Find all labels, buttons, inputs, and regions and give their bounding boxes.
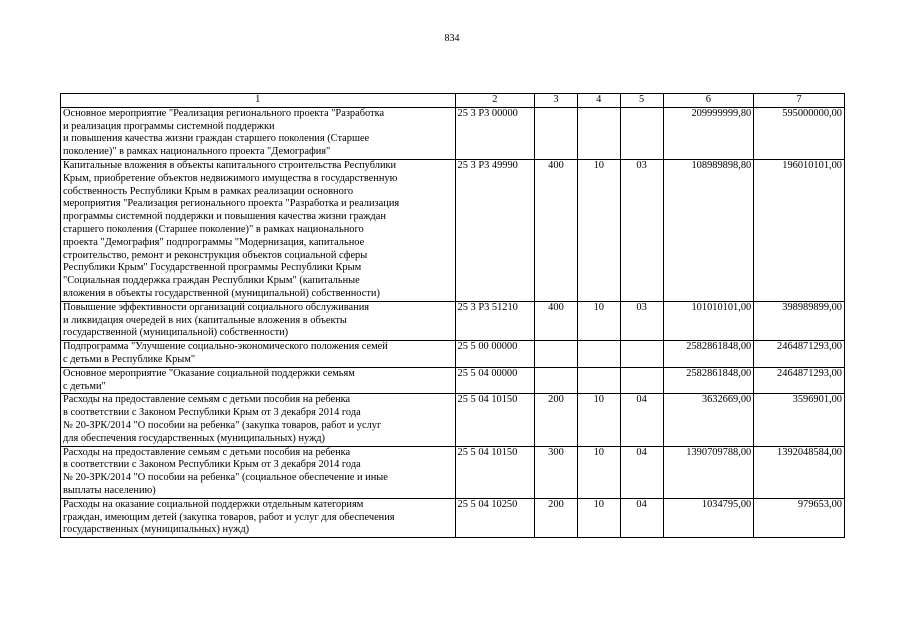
row-name-cell bbox=[61, 446, 456, 498]
row-name-cell bbox=[61, 367, 456, 394]
table-row bbox=[61, 446, 845, 498]
row-amount-col6-cell: 1390709788,00 bbox=[663, 446, 754, 498]
row-code-cell: 25 5 00 00000 bbox=[455, 341, 535, 368]
row-section-cell: 10 bbox=[577, 498, 620, 537]
row-name-cell bbox=[61, 394, 456, 446]
row-name-line: граждан, имеющим детей (закупка товаров, работ и услуг для обеспечения bbox=[63, 511, 395, 523]
row-name-line: с детьми в Республике Крым" bbox=[63, 353, 196, 365]
row-subsection-cell: 04 bbox=[620, 394, 663, 446]
row-name-line: Капитальные вложения в объекты капитального строительства Республики bbox=[63, 159, 397, 171]
row-section-cell: 10 bbox=[577, 446, 620, 498]
table-row bbox=[61, 159, 845, 301]
row-amount-col6-cell: 209999999,80 bbox=[663, 107, 754, 159]
row-name-line: Расходы на оказание социальной поддержки отдельным категориям bbox=[63, 498, 364, 510]
row-name-line: Республики Крым" Государственной программы Республики Крым bbox=[63, 262, 362, 274]
row-amount-col6-cell: 3632669,00 bbox=[663, 394, 754, 446]
row-section-cell: 10 bbox=[577, 159, 620, 301]
row-amount-col7-cell: 979653,00 bbox=[754, 498, 845, 537]
row-amount-col6-cell: 101010101,00 bbox=[663, 301, 754, 340]
row-code-cell: 25 5 04 10150 bbox=[455, 446, 535, 498]
row-amount-col6-cell: 108989898,80 bbox=[663, 159, 754, 301]
table-row bbox=[61, 301, 845, 340]
row-name-line: в соответствии с Законом Республики Крым от 3 декабря 2014 года bbox=[63, 407, 361, 419]
row-section-cell: 10 bbox=[577, 301, 620, 340]
row-name-cell bbox=[61, 498, 456, 537]
row-name-cell bbox=[61, 301, 456, 340]
row-section-cell bbox=[577, 341, 620, 368]
page-number: 834 bbox=[444, 33, 460, 44]
row-expense-type-cell: 300 bbox=[535, 446, 578, 498]
row-name-line: и ликвидация очередей в них (капитальные вложения в объекты bbox=[63, 314, 347, 326]
row-subsection-cell: 03 bbox=[620, 301, 663, 340]
row-section-cell bbox=[577, 367, 620, 394]
row-name-line: Основное мероприятие "Оказание социальной поддержки семьям bbox=[63, 367, 355, 379]
row-name-cell bbox=[61, 341, 456, 368]
row-name-line: Крым, приобретение объектов недвижимого имущества в государственную bbox=[63, 172, 398, 184]
row-amount-col7-cell: 3596901,00 bbox=[754, 394, 845, 446]
row-name-line: выплаты населению) bbox=[63, 484, 156, 496]
row-code-cell: 25 5 04 10150 bbox=[455, 394, 535, 446]
row-name-line: с детьми" bbox=[63, 380, 106, 392]
row-section-cell: 10 bbox=[577, 394, 620, 446]
row-code-cell: 25 3 P3 51210 bbox=[455, 301, 535, 340]
row-code-cell: 25 3 P3 00000 bbox=[455, 107, 535, 159]
header-cell: 5 bbox=[620, 94, 663, 108]
row-name-line: № 20-ЗРК/2014 "О пособии на ребенка" (социальное обеспечение и иные bbox=[63, 472, 388, 484]
header-cell: 4 bbox=[577, 94, 620, 108]
row-name-line: и повышения качества жизни граждан старшего поколения (Старшее bbox=[63, 133, 370, 145]
row-name-line: в соответствии с Законом Республики Крым от 3 декабря 2014 года bbox=[63, 459, 361, 471]
row-name-line: старшего поколения (Старшее поколение)" в рамках национального bbox=[63, 223, 364, 235]
table-header-row bbox=[61, 94, 845, 108]
table-row bbox=[61, 394, 845, 446]
row-subsection-cell bbox=[620, 107, 663, 159]
row-amount-col7-cell: 1392048584,00 bbox=[754, 446, 845, 498]
row-name-line: строительство, ремонт и реконструкция объектов социальной сферы bbox=[63, 249, 368, 261]
row-amount-col7-cell: 398989899,00 bbox=[754, 301, 845, 340]
header-cell: 2 bbox=[455, 94, 535, 108]
row-name-cell bbox=[61, 159, 456, 301]
row-expense-type-cell: 400 bbox=[535, 301, 578, 340]
row-name-line: Повышение эффективности организаций социального обслуживания bbox=[63, 301, 370, 313]
header-cell: 7 bbox=[754, 94, 845, 108]
row-name-line: и реализация программы системной поддержки bbox=[63, 120, 275, 132]
row-code-cell: 25 5 04 10250 bbox=[455, 498, 535, 537]
row-name-cell bbox=[61, 107, 456, 159]
row-name-line: вложения в объекты государственной (муниципальной) собственности) bbox=[63, 287, 380, 299]
table-row bbox=[61, 367, 845, 394]
row-subsection-cell bbox=[620, 341, 663, 368]
header-cell: 3 bbox=[535, 94, 578, 108]
row-name-line: для обеспечения государственных (муниципальных) нужд) bbox=[63, 432, 325, 444]
row-name-line: государственной (муниципальной) собственности) bbox=[63, 327, 289, 339]
row-expense-type-cell: 200 bbox=[535, 498, 578, 537]
row-name-line: мероприятия "Реализация регионального проекта "Разработка и реализация bbox=[63, 198, 400, 210]
row-name-line: Расходы на предоставление семьям с детьми пособия на ребенка bbox=[63, 394, 351, 406]
row-amount-col7-cell: 2464871293,00 bbox=[754, 367, 845, 394]
row-amount-col7-cell: 2464871293,00 bbox=[754, 341, 845, 368]
header-cell: 1 bbox=[61, 94, 456, 108]
row-expense-type-cell: 400 bbox=[535, 159, 578, 301]
row-subsection-cell: 04 bbox=[620, 446, 663, 498]
row-expense-type-cell bbox=[535, 341, 578, 368]
row-code-cell: 25 5 04 00000 bbox=[455, 367, 535, 394]
row-name-line: Подпрограмма "Улучшение социально-экономического положения семей bbox=[63, 341, 388, 353]
row-name-line: проекта "Демография" подпрограммы "Модернизация, капитальное bbox=[63, 236, 365, 248]
row-subsection-cell bbox=[620, 367, 663, 394]
row-name-line: № 20-ЗРК/2014 "О пособии на ребенка" (закупка товаров, работ и услуг bbox=[63, 419, 382, 431]
row-amount-col6-cell: 1034795,00 bbox=[663, 498, 754, 537]
row-amount-col6-cell: 2582861848,00 bbox=[663, 341, 754, 368]
row-code-cell: 25 3 P3 49990 bbox=[455, 159, 535, 301]
row-amount-col7-cell: 196010101,00 bbox=[754, 159, 845, 301]
row-expense-type-cell: 200 bbox=[535, 394, 578, 446]
row-name-line: программы системной поддержки и повышения качества жизни граждан bbox=[63, 211, 386, 223]
row-amount-col6-cell: 2582861848,00 bbox=[663, 367, 754, 394]
row-section-cell bbox=[577, 107, 620, 159]
row-amount-col7-cell: 595000000,00 bbox=[754, 107, 845, 159]
row-name-line: "Социальная поддержка граждан Республики Крым" (капитальные bbox=[63, 275, 360, 287]
budget-table bbox=[60, 93, 845, 538]
row-name-line: государственных (муниципальных) нужд) bbox=[63, 524, 250, 536]
table-row bbox=[61, 107, 845, 159]
row-expense-type-cell bbox=[535, 367, 578, 394]
header-cell: 6 bbox=[663, 94, 754, 108]
row-subsection-cell: 03 bbox=[620, 159, 663, 301]
table-row bbox=[61, 498, 845, 537]
row-name-line: Основное мероприятие "Реализация регионального проекта "Разработка bbox=[63, 107, 385, 119]
row-name-line: поколение)" в рамках национального проекта "Демография" bbox=[63, 146, 331, 158]
row-name-line: собственность Республики Крым в рамках реализации основного bbox=[63, 185, 354, 197]
row-expense-type-cell bbox=[535, 107, 578, 159]
table-row bbox=[61, 341, 845, 368]
row-name-line: Расходы на предоставление семьям с детьми пособия на ребенка bbox=[63, 446, 351, 458]
row-subsection-cell: 04 bbox=[620, 498, 663, 537]
